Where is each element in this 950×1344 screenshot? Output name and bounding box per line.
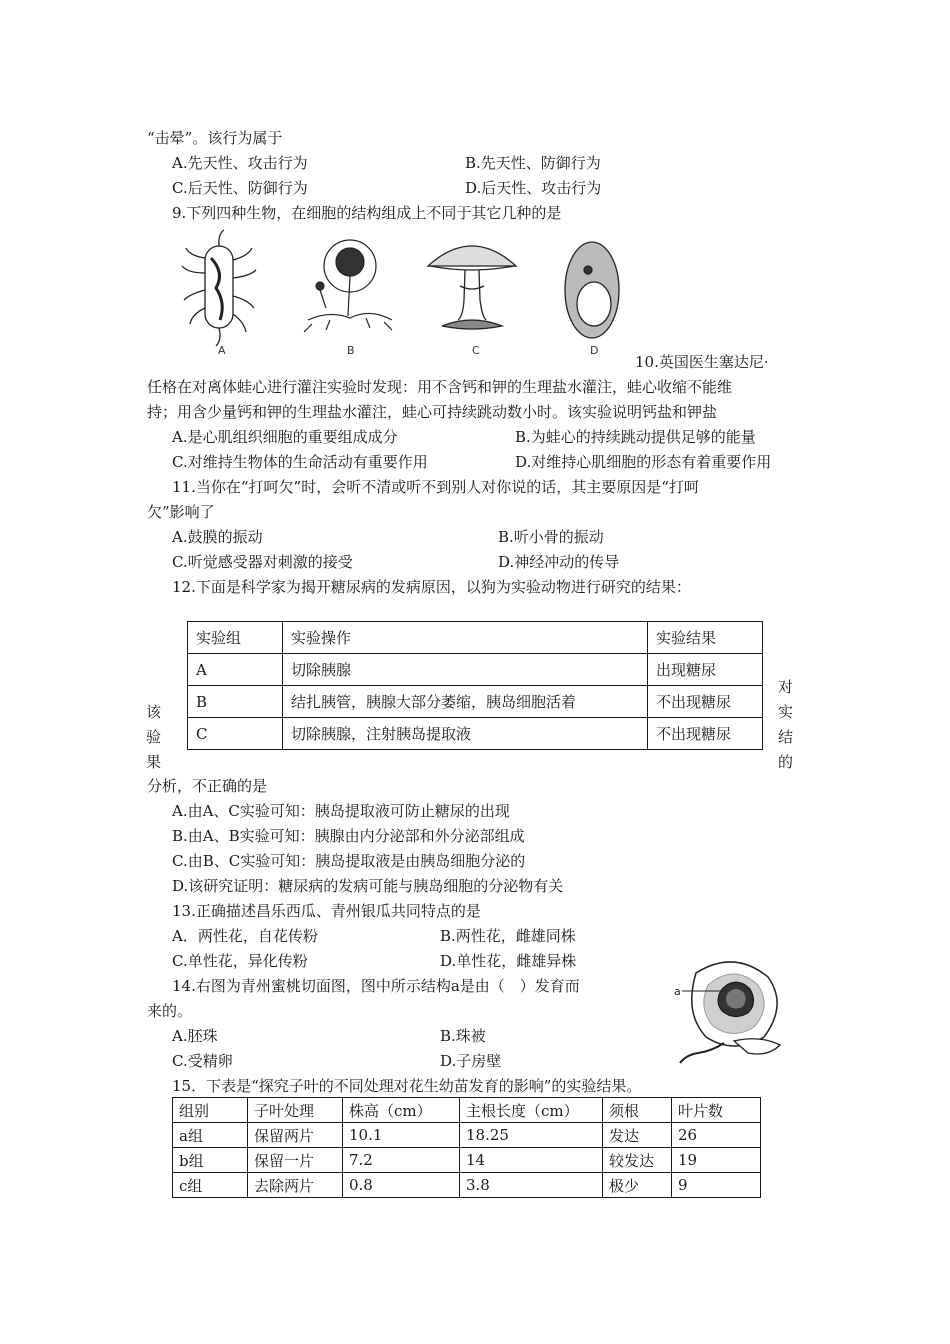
table-header-cell: 子叶处理: [248, 1098, 343, 1123]
table-cell: 26: [672, 1123, 761, 1148]
q11-option-c: C.听觉感受器对刺激的接受: [172, 553, 353, 571]
q10-stem-line1: 10.英国医生塞达尼·: [635, 353, 769, 371]
table-cell: 去除两片: [248, 1173, 343, 1198]
table-cell: B: [188, 686, 283, 718]
table-row: [188, 686, 763, 718]
table-cell: 较发达: [603, 1148, 672, 1173]
table-cell: C: [188, 718, 283, 750]
q11-option-d: D.神经冲动的传导: [498, 553, 620, 571]
yeast-image: [565, 242, 619, 338]
table-cell: 18.25: [460, 1123, 603, 1148]
table-cell: 出现糖尿: [648, 654, 763, 686]
q12-option-c: C.由B、C实验可知：胰岛提取液是由胰岛细胞分泌的: [172, 852, 526, 870]
q8-option-b: B.先天性、防御行为: [465, 154, 601, 172]
table-cell: a组: [173, 1123, 248, 1148]
mushroom-image: [428, 246, 516, 329]
table-cell: 3.8: [460, 1173, 603, 1198]
q12-stem: 12.下面是科学家为揭开糖尿病的发病原因，以狗为实验动物进行研究的结果：: [172, 578, 691, 596]
q12-option-d: D.该研究证明：糖尿病的发病可能与胰岛细胞的分泌物有关: [172, 877, 564, 895]
q14-option-b: B.珠被: [440, 1027, 486, 1045]
mold-image: [304, 240, 392, 332]
table-cell: b组: [173, 1148, 248, 1173]
table-header-row: [173, 1098, 761, 1123]
q12-side-right-4: 的: [778, 753, 794, 771]
q9-image-label-a: A: [218, 344, 226, 357]
q10-option-d: D.对维持心肌细胞的形态有着重要作用: [515, 453, 772, 471]
table-cell: 7.2: [343, 1148, 460, 1173]
q8-option-d: D.后天性、攻击行为: [465, 179, 602, 197]
table-cell: 14: [460, 1148, 603, 1173]
table-header-cell: 须根: [603, 1098, 672, 1123]
bacterium-image: [182, 230, 256, 346]
q14-option-c: C.受精卵: [172, 1052, 233, 1070]
table-cell: 19: [672, 1148, 761, 1173]
q10-option-b: B.为蛙心的持续跳动提供足够的能量: [515, 428, 756, 446]
q9-image-label-d: D: [590, 344, 599, 357]
table-header-row: [188, 622, 763, 654]
table-cell: 不出现糖尿: [648, 686, 763, 718]
table-row: [173, 1173, 761, 1198]
table-cell: A: [188, 654, 283, 686]
table-cell: 9: [672, 1173, 761, 1198]
q10-option-c: C.对维持生物体的生命活动有重要作用: [172, 453, 428, 471]
q12-option-a: A.由A、C实验可知：胰岛提取液可防止糖尿的出现: [172, 802, 510, 820]
q8-option-c: C.后天性、防御行为: [172, 179, 308, 197]
q12-side-left-2: 验: [146, 728, 162, 746]
q14-stem-line2: 来的。: [147, 1002, 193, 1020]
q10-option-a: A.是心肌组织细胞的重要组成成分: [172, 428, 398, 446]
q11-option-a: A.鼓膜的振动: [172, 528, 263, 546]
peach-cross-section-image: [672, 955, 792, 1065]
table-cell: c组: [173, 1173, 248, 1198]
q8-option-a: A.先天性、攻击行为: [172, 154, 308, 172]
q12-side-left-3: 果: [146, 753, 162, 771]
table-cell: 切除胰腺，注射胰岛提取液: [283, 718, 648, 750]
table-header-cell: 主根长度（cm）: [460, 1098, 603, 1123]
q12-experiment-table: [187, 621, 763, 750]
q11-stem-line1: 11.当你在“打呵欠”时，会听不清或听不到别人对你说的话，其主要原因是“打呵: [172, 478, 699, 496]
q13-option-c: C.单性花，异化传粉: [172, 952, 308, 970]
q10-stem-line3: 持；用含少量钙和钾的生理盐水灌注，蛙心可持续跳动数小时。该实验说明钙盐和钾盐: [147, 403, 718, 421]
q12-stem-after: 分析，不正确的是: [147, 777, 268, 795]
q12-option-b: B.由A、B实验可知：胰腺由内分泌部和外分泌部组成: [172, 827, 525, 845]
table-row: [188, 654, 763, 686]
table-header-cell: 株高（cm）: [343, 1098, 460, 1123]
q13-option-a: A．两性花，自花传粉: [172, 927, 318, 945]
q13-stem: 13.正确描述昌乐西瓜、青州银瓜共同特点的是: [172, 902, 481, 920]
q12-side-right-3: 结: [778, 728, 794, 746]
table-header-cell: 实验操作: [283, 622, 648, 654]
q15-results-table: [172, 1097, 761, 1198]
table-cell: 发达: [603, 1123, 672, 1148]
q14-stem-line1: 14.右图为青州蜜桃切面图，图中所示结构a是由（ ）发育而: [172, 977, 580, 995]
q11-stem-line2: 欠”影响了: [147, 503, 215, 521]
q11-option-b: B.听小骨的振动: [498, 528, 604, 546]
table-cell: 0.8: [343, 1173, 460, 1198]
table-header-cell: 叶片数: [672, 1098, 761, 1123]
q15-stem: 15．下表是“探究子叶的不同处理对花生幼苗发育的影响”的实验结果。: [172, 1077, 642, 1095]
q12-side-right-2: 实: [778, 703, 794, 721]
q10-stem-line2: 任格在对离体蛙心进行灌注实验时发现：用不含钙和钾的生理盐水灌注，蛙心收缩不能维: [147, 378, 733, 396]
q9-stem: 9.下列四种生物，在细胞的结构组成上不同于其它几种的是: [172, 204, 562, 222]
q8-stem: “击晕”。该行为属于: [147, 129, 283, 147]
table-cell: 保留一片: [248, 1148, 343, 1173]
q9-image-label-c: C: [472, 344, 480, 357]
q14-option-a: A.胚珠: [172, 1027, 218, 1045]
table-cell: 切除胰腺: [283, 654, 648, 686]
q14-option-d: D.子房壁: [440, 1052, 502, 1070]
table-header-cell: 实验组: [188, 622, 283, 654]
table-header-cell: 实验结果: [648, 622, 763, 654]
table-header-cell: 组别: [173, 1098, 248, 1123]
table-row: [188, 718, 763, 750]
table-cell: 10.1: [343, 1123, 460, 1148]
q12-side-right-1: 对: [778, 678, 794, 696]
q13-option-b: B.两性花，雌雄同株: [440, 927, 576, 945]
q13-option-d: D.单性花，雌雄异株: [440, 952, 577, 970]
q9-image-label-b: B: [347, 344, 355, 357]
table-cell: 结扎胰管，胰腺大部分萎缩，胰岛细胞活着: [283, 686, 648, 718]
table-cell: 极少: [603, 1173, 672, 1198]
table-cell: 不出现糖尿: [648, 718, 763, 750]
q12-side-left-1: 该: [146, 703, 162, 721]
table-row: [173, 1123, 761, 1148]
table-cell: 保留两片: [248, 1123, 343, 1148]
table-row: [173, 1148, 761, 1173]
q9-organism-illustrations: [180, 228, 650, 363]
q14-image-label-a: a: [674, 985, 681, 998]
